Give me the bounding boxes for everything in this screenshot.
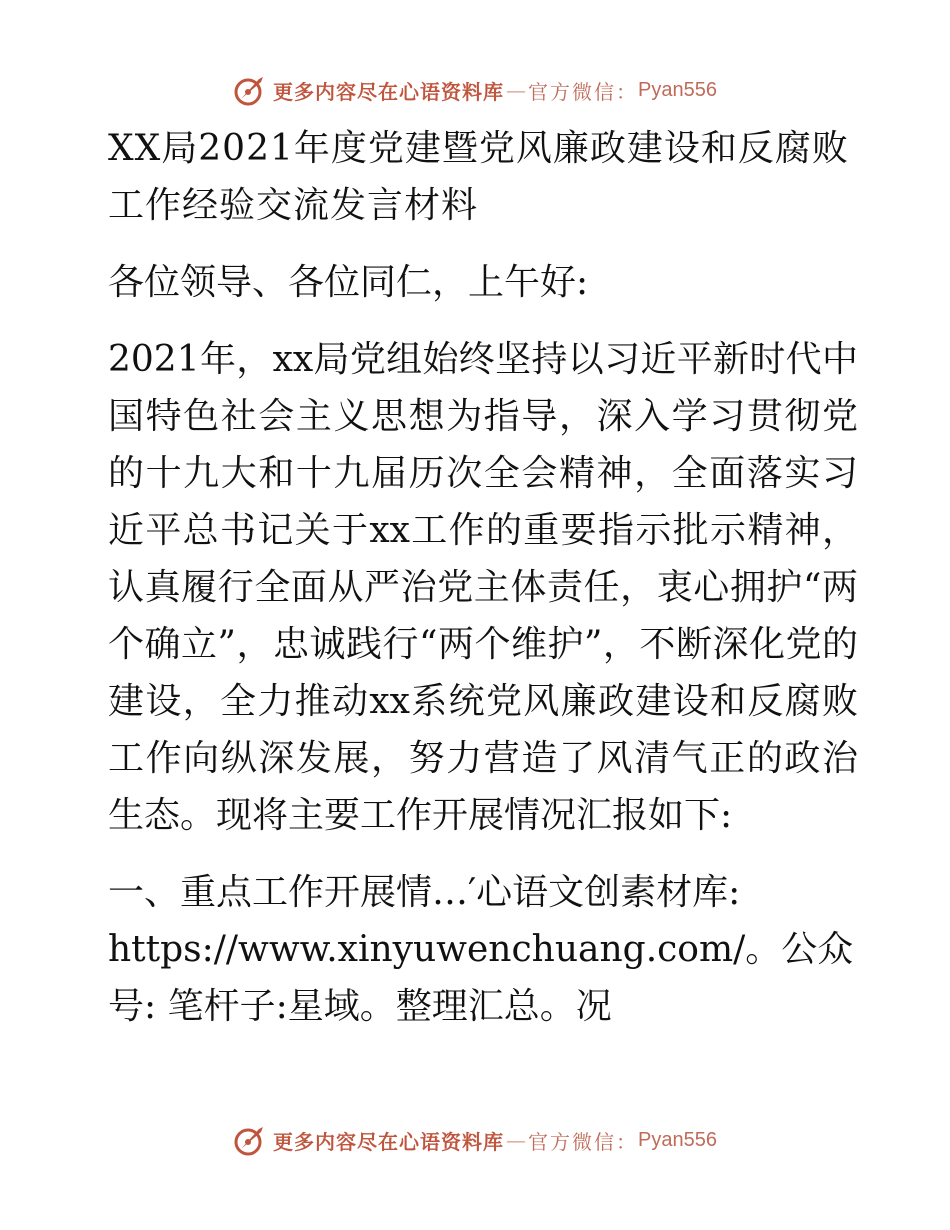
watermark-separator: — <box>506 1128 527 1152</box>
quill-logo-icon <box>233 1123 267 1157</box>
watermark-handle: Pyan556 <box>638 78 717 101</box>
watermark-handle: Pyan556 <box>638 1128 717 1151</box>
watermark-brand-text: 更多内容尽在心语资料库 <box>273 79 505 104</box>
document-title: XX局2021年度党建暨党风廉政建设和反腐败工作经验交流发言材料 <box>108 128 849 226</box>
watermark-brand-text: 更多内容尽在心语资料库 <box>273 1129 505 1154</box>
watermark-official-label: 官方微信： <box>528 1129 639 1154</box>
document-body <box>96 120 858 1035</box>
body-paragraph: 2021年，xx局党组始终坚持以习近平新时代中国特色社会主义思想为指导，深入学习贯彻党的十九大和十九届历次全会精神，全面落实习近平总书记关于xx工作的重要指示批示精神，认真履行全面从严治党主体责任，衷心拥护“两个确立”，忠诚践行“两个维护”，不断深化党的建设，全力推动xx系统党风廉政建设和反腐败工作向纵深发展，努力营造了风清气正的政治生态。现将主要工作开展情况汇报如下: <box>108 339 858 836</box>
watermark-separator: — <box>506 78 527 102</box>
watermark-official-label: 官方微信： <box>528 79 639 104</box>
watermark-banner-top <box>0 70 950 110</box>
quill-logo-icon <box>233 73 267 107</box>
greeting: 各位领导、各位同仁，上午好: <box>108 262 589 303</box>
section-heading: 一、重点工作开展情…′心语文创素材库: https://www.xinyuwenchuang.com/。公众号: 笔杆子:星域。整理汇总。况 <box>108 872 854 1027</box>
watermark-banner-bottom <box>0 1120 950 1160</box>
